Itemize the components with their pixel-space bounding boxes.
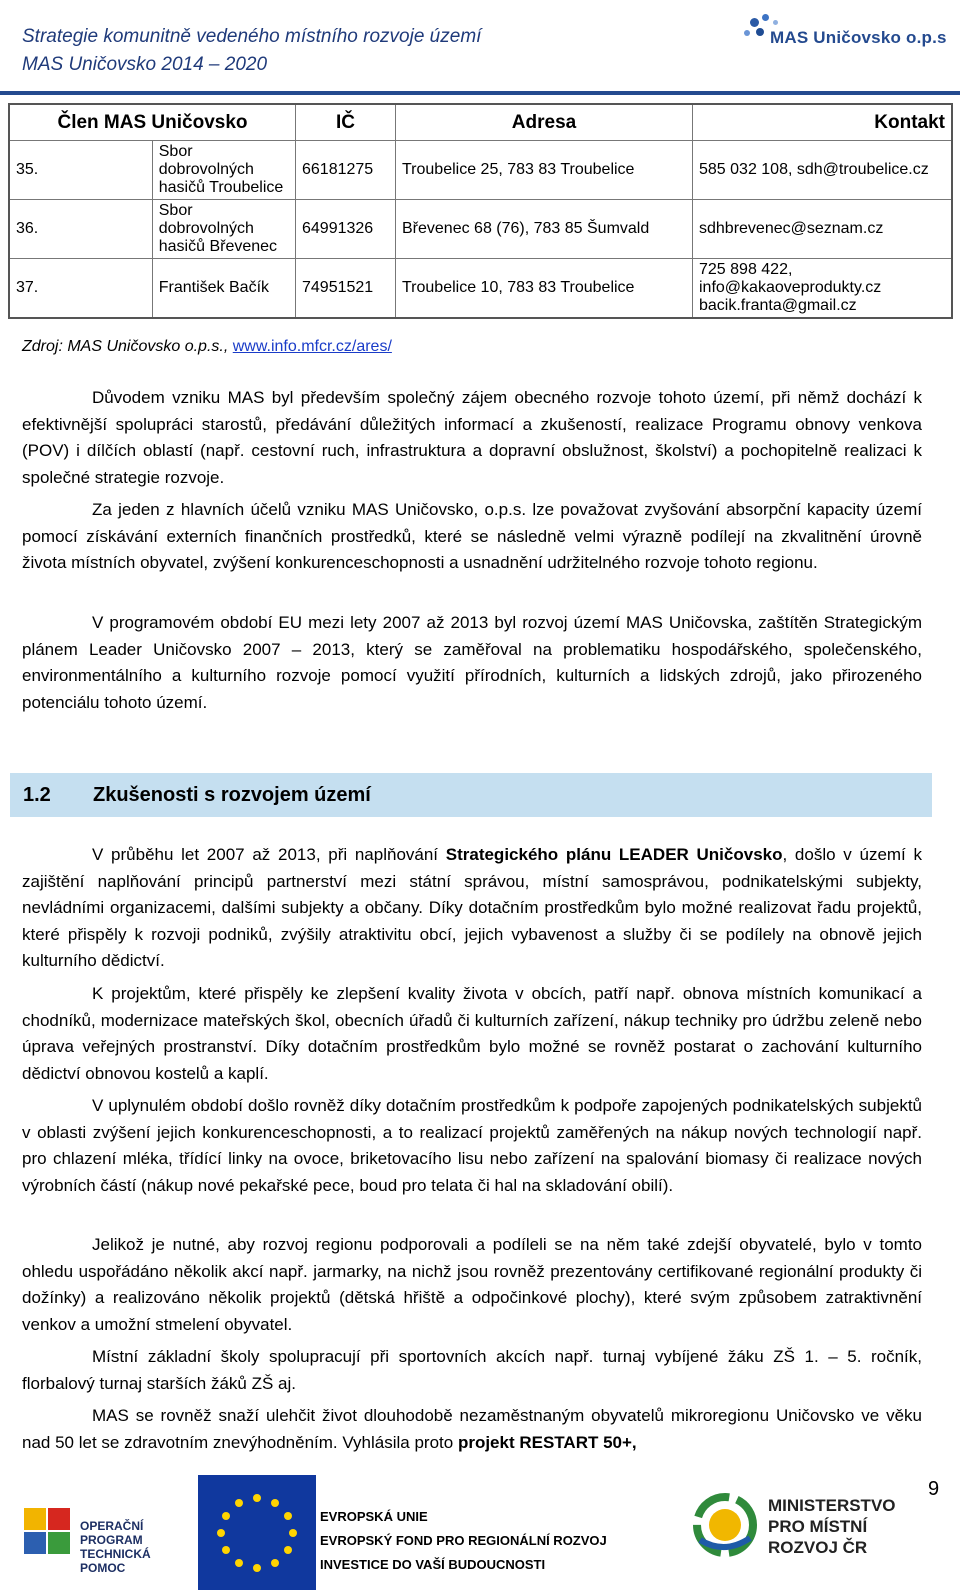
mmr-line: PRO MÍSTNÍ bbox=[768, 1517, 868, 1536]
row-number: 37. bbox=[9, 259, 152, 319]
document-subtitle: MAS Uničovsko 2014 – 2020 bbox=[22, 54, 268, 75]
page-footer bbox=[0, 1465, 960, 1596]
op-technical-assistance-logo bbox=[20, 1477, 195, 1587]
mmr-line: MINISTERSTVO bbox=[768, 1496, 896, 1515]
paragraph-bold-text: Strategického plánu LEADER Uničovsko bbox=[445, 845, 783, 864]
op-line: OPERAČNÍ bbox=[80, 1519, 144, 1533]
op-line: PROGRAM bbox=[80, 1533, 143, 1547]
eu-stars-icon bbox=[198, 1475, 316, 1590]
paragraph: Za jeden z hlavních účelů vzniku MAS Uničovsko, o.p.s. lze považovat zvyšování absorpční kapacity území pomocí získávání externích finančních prostředků, které se následně velmi výrazně podílejí na zkvalitnění úrovně života místních obyvatel, zvýšení konkurenceschopnosti a usnadnění udržitelného rozvoje tohoto regionu. bbox=[22, 500, 922, 572]
member-contact: 725 898 422, info@kakaoveprodukty.cz bacik.franta@gmail.cz bbox=[693, 259, 953, 319]
column-header-member: Člen MAS Uničovsko bbox=[9, 104, 296, 141]
row-number: 35. bbox=[9, 141, 152, 200]
header-divider bbox=[0, 91, 960, 95]
member-address: Břevenec 68 (76), 783 85 Šumvald bbox=[396, 200, 693, 259]
table-row bbox=[9, 259, 952, 319]
paragraph bbox=[22, 842, 922, 975]
paragraph: V programovém období EU mezi lety 2007 až 2013 byl rozvoj území MAS Uničovska, zaštítěn Strategickým plánem Leader Uničovsko 2007 – 2013, který se zaměřoval na problematiku hospodářského, společenského, environmentálního a kulturního rozvoje pomocí využití přírodních, kulturních a lidských zdrojů, jako přirozeného potenciálu tohoto území. bbox=[22, 613, 922, 712]
paragraph-text: V průběhu let 2007 až 2013, při naplňování bbox=[92, 845, 446, 864]
eu-flag bbox=[198, 1475, 316, 1590]
member-contact: 585 032 108, sdh@troubelice.cz bbox=[693, 141, 953, 200]
paragraph: Důvodem vzniku MAS byl především společný zájem obecného rozvoje tohoto území, při němž dochází k efektivnější spolupráci starostů, předávání důležitých informací a zkušeností, realizace Programu obnovy venkova (POV) i dílčích oblastí (např. cestovní ruch, infrastruktura a dopravní obslužnost, školství) a pochopitelně realizaci k společné strategie rozvoje. bbox=[22, 388, 922, 487]
mas-logo bbox=[740, 10, 950, 70]
table-row bbox=[9, 200, 952, 259]
op-line: POMOC bbox=[80, 1561, 126, 1575]
member-address: Troubelice 10, 783 83 Troubelice bbox=[396, 259, 693, 319]
member-ic: 64991326 bbox=[296, 200, 396, 259]
member-contact: sdhbrevenec@seznam.cz bbox=[693, 200, 953, 259]
paragraph: Místní základní školy spolupracují při sportovních akcích např. turnaj vybíjené žáku ZŠ 1. – 5. ročník, florbalový turnaj starších žáků ZŠ aj. bbox=[22, 1347, 922, 1393]
page-number: 9 bbox=[928, 1478, 940, 1500]
paragraph-text: MAS se rovněž snaží ulehčit život dlouhodobě nezaměstnaným obyvatelů mikroregionu Uničovsko ve věku nad 50 let se zdravotním znevýhodněním. Vyhlásila proto bbox=[22, 1406, 922, 1452]
op-line: TECHNICKÁ bbox=[80, 1547, 151, 1561]
logo-dot-icon bbox=[756, 28, 764, 36]
table-row bbox=[9, 141, 952, 200]
logo-dot-icon bbox=[773, 20, 778, 25]
paragraph-text: , došlo v území k zajištění naplňování principů partnerství mezi státní správou, místní samosprávou, podnikatelskými subjekty, nevládními organizacemi, dalšími subjekty a občany. Díky dotačním prostředkům bylo možné realizovat řadu projektů, které přispěly k rozvoji podniků, zvýšily atraktivitu obcí, jejich vybavenost a služby či se podílely na obnově jejich kulturního dědictví. bbox=[22, 845, 922, 970]
eu-line: INVESTICE DO VAŠÍ BUDOUCNOSTI bbox=[320, 1557, 546, 1572]
member-name: Sbor dobrovolných hasičů Troubelice bbox=[152, 141, 295, 200]
page-header bbox=[0, 0, 960, 95]
member-ic: 74951521 bbox=[296, 259, 396, 319]
source-link[interactable]: www.info.mfcr.cz/ares/ bbox=[232, 338, 392, 355]
document-title: Strategie komunitně vedeného místního rozvoje území bbox=[22, 26, 482, 47]
mmr-emblem-icon bbox=[690, 1490, 760, 1560]
row-number: 36. bbox=[9, 200, 152, 259]
paragraph: Jelikož je nutné, aby rozvoj regionu podporovali a podíleli se na něm také zdejší obyvatelé, bylo v tomto ohledu uspořádáno několik akcí např. jarmarky, na nichž jsou rovněž prezentovány certifikované regionální produkty či dožínky) a realizováno několik projektů (dětská hřiště a odpočinkové plochy), které svým způsobem zatraktivnění venkov a umožní stmelení obyvatel. bbox=[22, 1235, 922, 1334]
table-source-note bbox=[22, 338, 392, 356]
logo-dot-icon bbox=[750, 18, 759, 27]
logo-dot-icon bbox=[744, 30, 750, 36]
section-number: 1.2 bbox=[23, 784, 51, 806]
members-table bbox=[8, 103, 953, 319]
table-header-row bbox=[9, 104, 952, 141]
member-address: Troubelice 25, 783 83 Troubelice bbox=[396, 141, 693, 200]
paragraph bbox=[22, 1403, 922, 1456]
mmr-line: ROZVOJ ČR bbox=[768, 1538, 868, 1557]
section-heading bbox=[10, 773, 932, 817]
paragraph: K projektům, které přispěly ke zlepšení kvality života v obcích, patří např. obnova místních komunikací a chodníků, modernizace mateřských škol, obecních úřadů či kulturních zařízení, nákup techniky pro údržbu zeleně nebo úprava veřejných prostranství. Díky dotačním prostředkům bylo možné se rovněž postarat o zachování kulturního dědictví obnovou kostelů a kaplí. bbox=[22, 984, 922, 1083]
eu-line: EVROPSKÁ UNIE bbox=[320, 1509, 428, 1524]
member-name: František Bačík bbox=[152, 259, 295, 319]
column-header-contact: Kontakt bbox=[693, 104, 953, 141]
section-title: Zkušenosti s rozvojem území bbox=[93, 784, 371, 806]
source-label: Zdroj: MAS Uničovsko o.p.s., bbox=[22, 338, 233, 355]
member-ic: 66181275 bbox=[296, 141, 396, 200]
paragraph: V uplynulém období došlo rovněž díky dotačním prostředkům k podpoře zapojených podnikatelských subjektů v oblasti zvýšení jejich konkurenceschopnosti, a to realizací projektů zaměřených na nákup nových technologií např. pro chlazení mléka, třídící linky na ovoce, briketovacího lisu nebo zařízení na spalování biomasy či realizace nových výrobních částí (nákup nové pekařské pece, boud pro telata či hal na skladování obilí). bbox=[22, 1096, 922, 1195]
logo-dot-icon bbox=[762, 14, 769, 21]
eu-line: EVROPSKÝ FOND PRO REGIONÁLNÍ ROZVOJ bbox=[320, 1533, 607, 1548]
column-header-ic: IČ bbox=[296, 104, 396, 141]
paragraph-bold-text: projekt RESTART 50+, bbox=[457, 1432, 637, 1452]
member-name: Sbor dobrovolných hasičů Břevenec bbox=[152, 200, 295, 259]
logo-text: MAS Uničovsko o.p.s bbox=[770, 28, 947, 47]
op-emblem-icon bbox=[20, 1502, 80, 1582]
column-header-address: Adresa bbox=[396, 104, 693, 141]
